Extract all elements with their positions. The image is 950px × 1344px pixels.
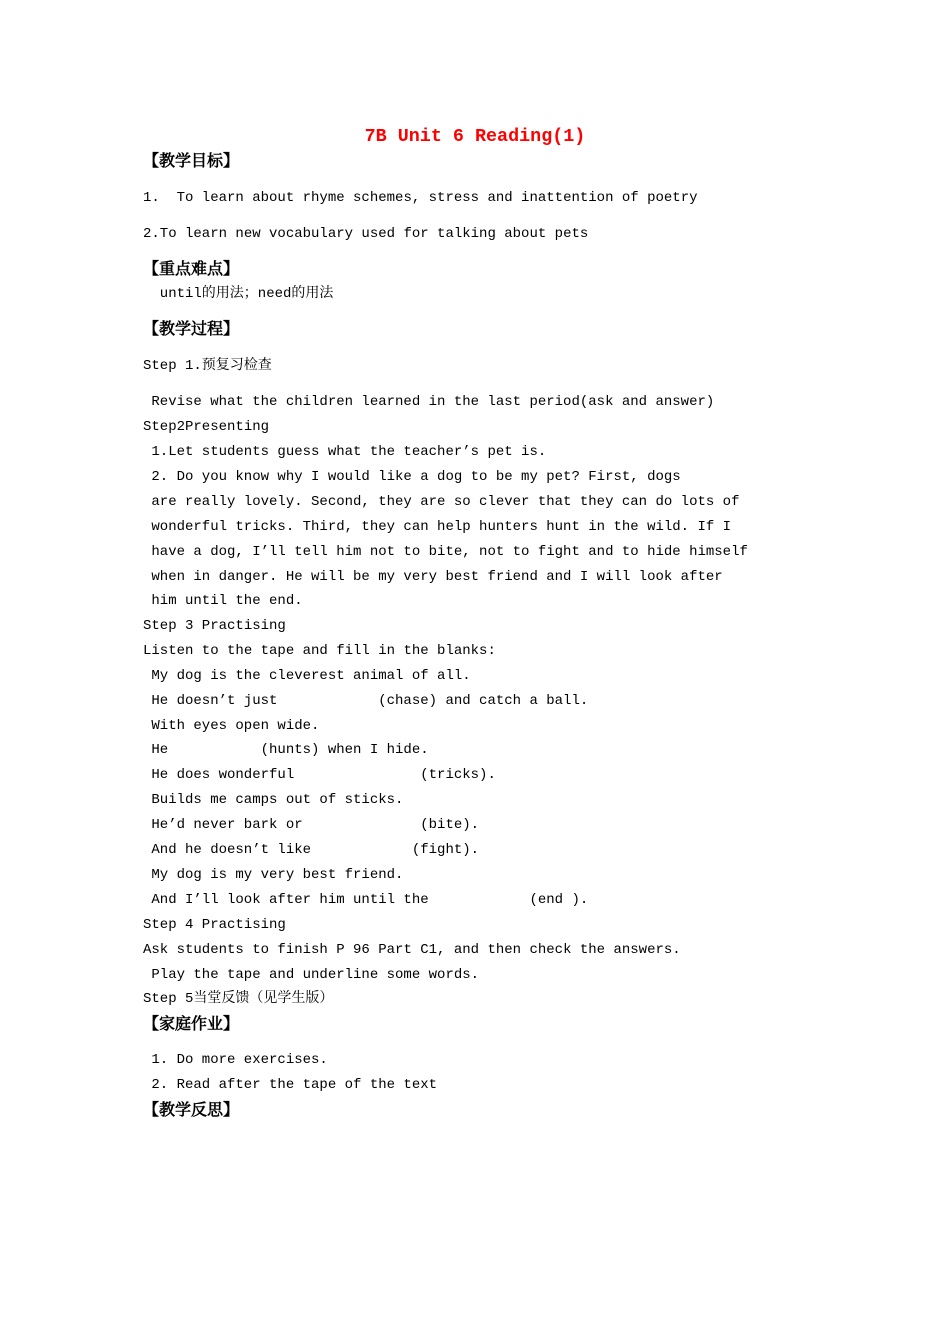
poem-line-6: Builds me camps out of sticks.: [151, 792, 404, 808]
reflection-heading: 【教学反思】: [143, 1100, 240, 1119]
step2-line-7: him until the end.: [151, 593, 303, 609]
poem-line-1: My dog is the cleverest animal of all.: [151, 668, 471, 684]
step3-instruction: Listen to the tape and fill in the blanks:: [143, 643, 496, 659]
step2-line-2: 2. Do you know why I would like a dog to be my pet? First, dogs: [151, 469, 681, 485]
poem-line-3: With eyes open wide.: [151, 718, 320, 734]
objectives-heading: 【教学目标】: [143, 151, 240, 170]
homework-heading: 【家庭作业】: [143, 1014, 240, 1033]
homework-item-1: 1. Do more exercises.: [151, 1052, 328, 1068]
step2-line-4: wonderful tricks. Third, they can help hunters hunt in the wild. If I: [151, 519, 732, 535]
objective-item-2: 2.To learn new vocabulary used for talking about pets: [143, 226, 589, 242]
poem-line-9: My dog is my very best friend.: [151, 867, 404, 883]
poem-line-5: He does wonderful (tricks).: [151, 767, 496, 783]
step1-title: Step 1.预复习检查: [143, 358, 272, 374]
key-points-heading: 【重点难点】: [143, 259, 240, 278]
step2-line-1: 1.Let students guess what the teacher’s pet is.: [151, 444, 547, 460]
step5-title: Step 5当堂反馈（见学生版）: [143, 991, 334, 1007]
poem-line-4: He (hunts) when I hide.: [151, 742, 429, 758]
step1-text: Revise what the children learned in the last period(ask and answer): [151, 394, 715, 410]
key-points-text: until的用法；need的用法: [159, 286, 334, 302]
process-heading: 【教学过程】: [143, 319, 240, 338]
step2-line-5: have a dog, I’ll tell him not to bite, not to fight and to hide himself: [151, 544, 748, 560]
step2-line-6: when in danger. He will be my very best friend and I will look after: [151, 569, 723, 585]
step4-line-2: Play the tape and underline some words.: [151, 967, 480, 983]
objective-item-1: 1. To learn about rhyme schemes, stress and inattention of poetry: [143, 190, 698, 206]
poem-line-2: He doesn’t just (chase) and catch a ball.: [151, 693, 589, 709]
step3-title: Step 3 Practising: [143, 618, 286, 634]
step4-title: Step 4 Practising: [143, 917, 286, 933]
step4-line-1: Ask students to finish P 96 Part C1, and then check the answers.: [143, 942, 681, 958]
step2-title: Step2Presenting: [143, 419, 270, 435]
document-title: 7B Unit 6 Reading(1): [364, 126, 586, 147]
poem-line-7: He’d never bark or (bite).: [151, 817, 480, 833]
step2-line-3: are really lovely. Second, they are so clever that they can do lots of: [151, 494, 740, 510]
homework-item-2: 2. Read after the tape of the text: [151, 1077, 438, 1093]
poem-line-8: And he doesn’t like (fight).: [151, 842, 480, 858]
poem-line-10: And I’ll look after him until the (end ).: [151, 892, 589, 908]
